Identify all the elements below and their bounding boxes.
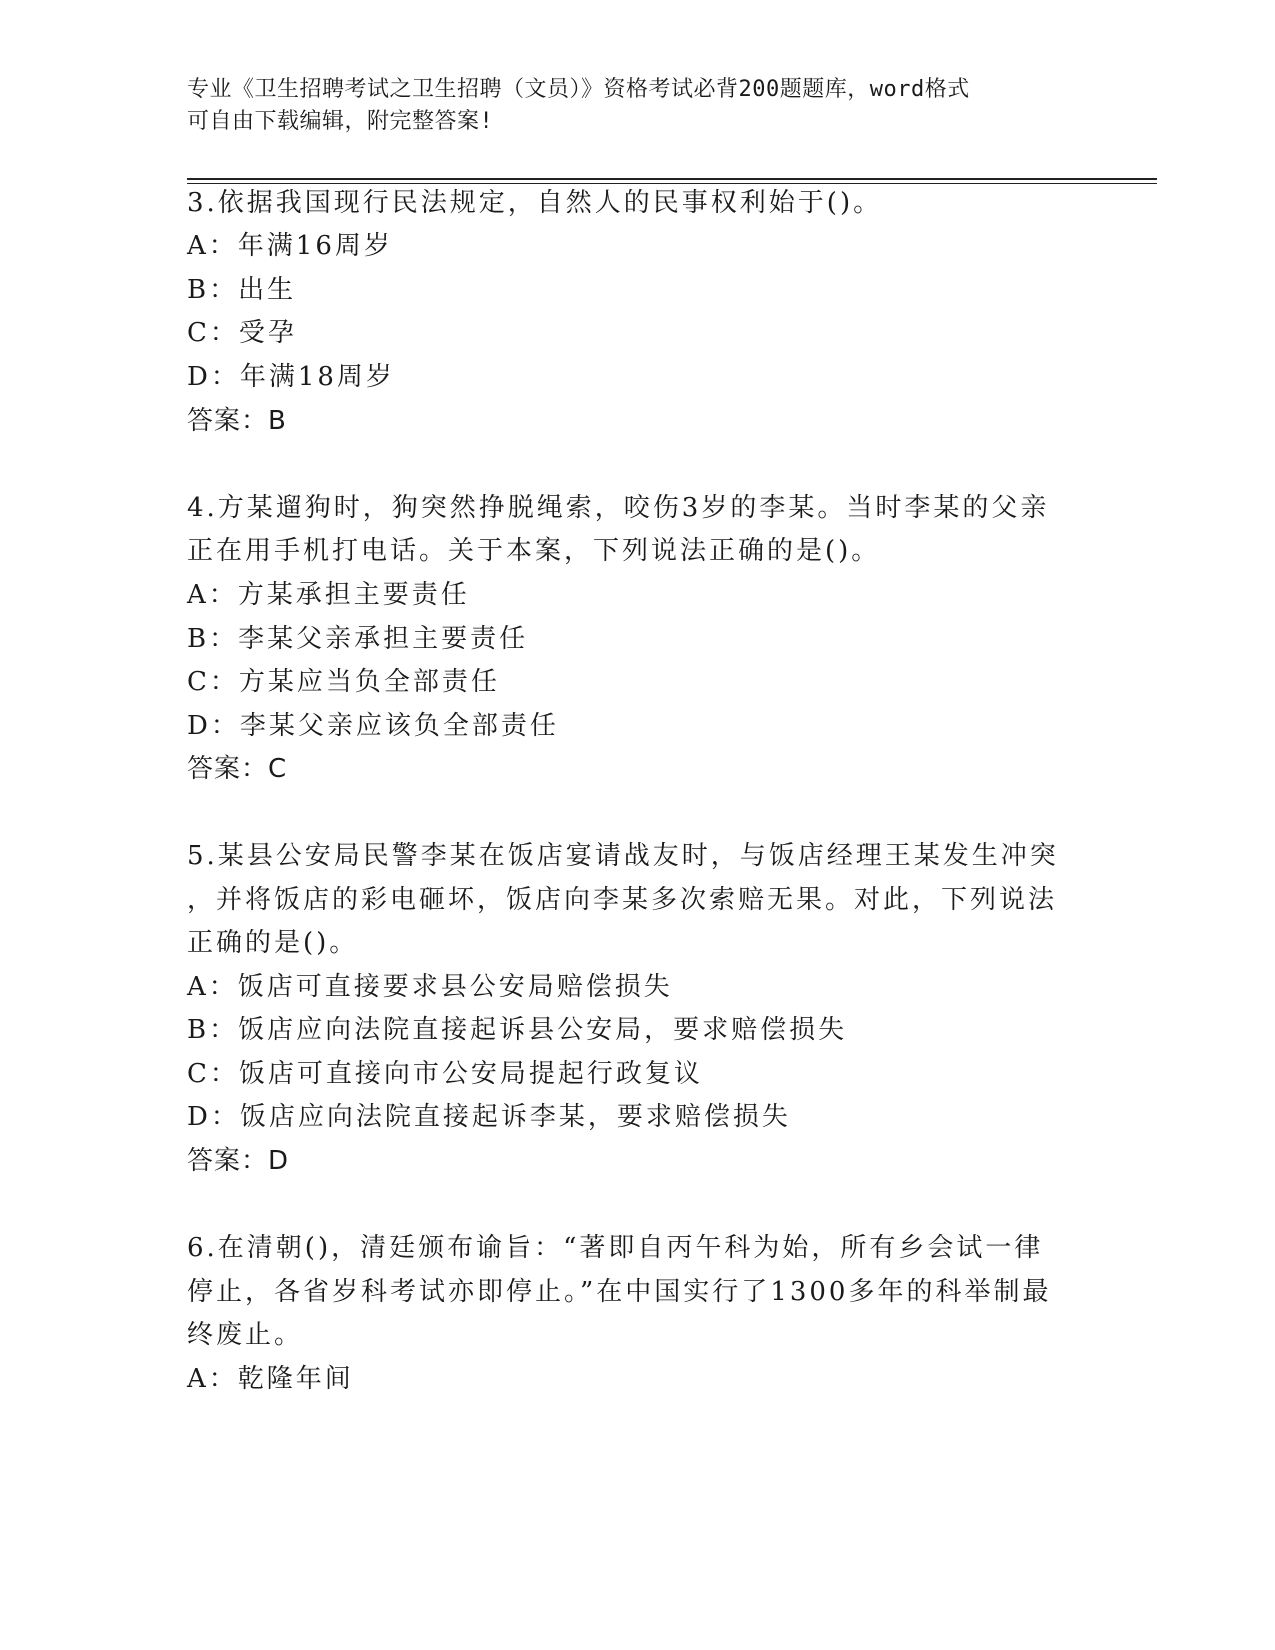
question-3-option-c: C：受孕 xyxy=(187,318,297,348)
question-4-option-a: A：方某承担主要责任 xyxy=(187,580,470,610)
header-divider-thin xyxy=(187,183,1157,184)
question-5-answer: 答案：D xyxy=(187,1146,290,1176)
question-4-option-c: C：方某应当负全部责任 xyxy=(187,667,500,697)
header-divider-thick xyxy=(187,178,1157,180)
question-5-option-c: C：饭店可直接向市公安局提起行政复议 xyxy=(187,1059,703,1089)
question-6-stem-line-2: 停止，各省岁科考试亦即停止。”在中国实行了1300多年的科举制最 xyxy=(187,1277,1052,1307)
question-3-option-b: B：出生 xyxy=(187,275,297,305)
question-3-answer: 答案：B xyxy=(187,406,287,436)
question-6-stem-line-1: 6.在清朝()，清廷颁布谕旨：“著即自丙午科为始，所有乡会试一律 xyxy=(187,1233,1044,1263)
question-4-stem-line-2: 正在用手机打电话。关于本案，下列说法正确的是()。 xyxy=(187,536,881,566)
question-3-option-a: A：年满16周岁 xyxy=(187,231,393,261)
question-6-stem-line-3: 终废止。 xyxy=(187,1320,304,1350)
question-5-option-a: A：饭店可直接要求县公安局赔偿损失 xyxy=(187,972,673,1002)
question-4-stem-line-1: 4.方某遛狗时，狗突然挣脱绳索，咬伤3岁的李某。当时李某的父亲 xyxy=(187,493,1050,523)
question-5-stem-line-2: ，并将饭店的彩电砸坏，饭店向李某多次索赔无果。对此，下列说法 xyxy=(187,885,1058,915)
question-5-option-d: D：饭店应向法院直接起诉李某，要求赔偿损失 xyxy=(187,1102,791,1132)
question-4-option-b: B：李某父亲承担主要责任 xyxy=(187,624,529,654)
question-5-option-b: B：饭店应向法院直接起诉县公安局，要求赔偿损失 xyxy=(187,1015,848,1045)
question-3-stem: 3.依据我国现行民法规定，自然人的民事权利始于()。 xyxy=(187,188,883,218)
document-header xyxy=(187,74,1067,138)
question-3-option-d: D：年满18周岁 xyxy=(187,362,395,392)
question-4-answer: 答案：C xyxy=(187,754,288,784)
header-line-1: 专业《卫生招聘考试之卫生招聘（文员）》资格考试必背200题题库，word格式 xyxy=(187,77,970,102)
question-5-stem-line-1: 5.某县公安局民警李某在饭店宴请战友时，与饭店经理王某发生冲突 xyxy=(187,841,1059,871)
question-6-option-a: A：乾隆年间 xyxy=(187,1364,354,1394)
question-5-stem-line-3: 正确的是()。 xyxy=(187,928,359,958)
question-4-option-d: D：李某父亲应该负全部责任 xyxy=(187,711,559,741)
header-line-2: 可自由下载编辑，附完整答案! xyxy=(187,109,494,134)
